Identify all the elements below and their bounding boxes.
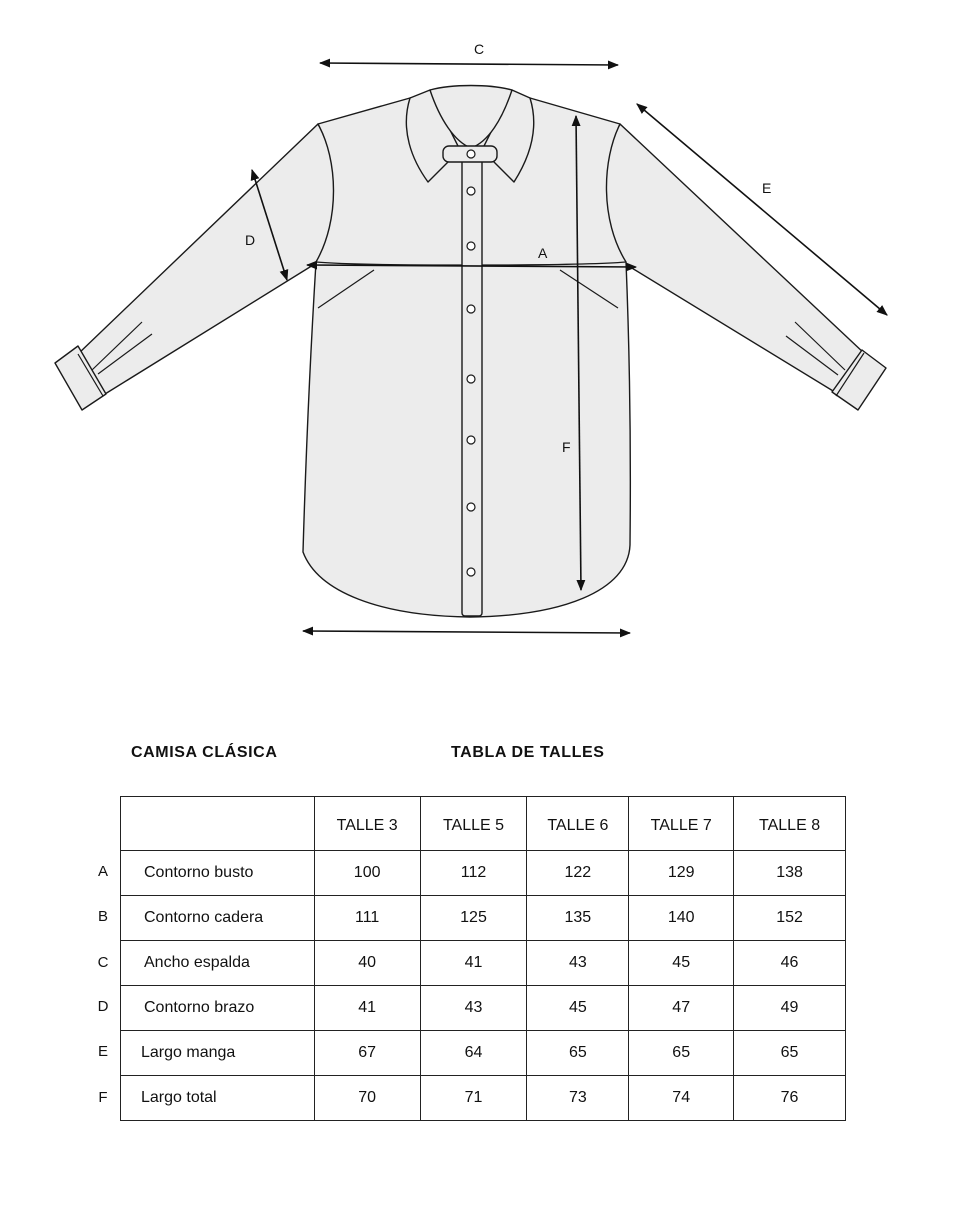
table-cell: 140 — [629, 896, 734, 941]
table-row — [121, 851, 846, 896]
row-code: A — [97, 863, 108, 880]
table-cell: 73 — [527, 1076, 629, 1121]
table-header-size: TALLE 6 — [527, 797, 629, 851]
table-cell: 129 — [629, 851, 734, 896]
table-cell: 65 — [629, 1031, 734, 1076]
measurement-label: Contorno cadera — [121, 896, 315, 941]
measurement-label: Contorno brazo — [121, 986, 315, 1031]
table-cell: 43 — [420, 986, 527, 1031]
table-cell: 135 — [527, 896, 629, 941]
measure-d-label: D — [245, 232, 256, 248]
table-row — [121, 941, 846, 986]
size-table-title: TABLA DE TALLES — [451, 744, 605, 761]
table-cell: 152 — [734, 896, 846, 941]
table-header-size: TALLE 5 — [420, 797, 527, 851]
table-header-row — [121, 797, 846, 851]
table-cell: 125 — [420, 896, 527, 941]
table-cell: 49 — [734, 986, 846, 1031]
table-cell: 100 — [314, 851, 420, 896]
row-code: F — [98, 1089, 108, 1106]
table-header-blank — [121, 797, 315, 851]
table-cell: 65 — [734, 1031, 846, 1076]
table-cell: 74 — [629, 1076, 734, 1121]
measurement-label: Largo manga — [121, 1031, 315, 1076]
table-cell: 40 — [314, 941, 420, 986]
measure-e-label: E — [762, 180, 772, 196]
right-sleeve — [604, 124, 886, 410]
measure-f-label: F — [562, 439, 571, 455]
table-cell: 76 — [734, 1076, 846, 1121]
table-cell: 43 — [527, 941, 629, 986]
table-cell: 64 — [420, 1031, 527, 1076]
row-code: D — [97, 998, 109, 1015]
table-cell: 71 — [420, 1076, 527, 1121]
measurement-label: Largo total — [121, 1076, 315, 1121]
measure-c-label: C — [474, 41, 485, 57]
row-code: E — [97, 1043, 108, 1060]
left-sleeve — [55, 124, 335, 410]
table-row — [121, 986, 846, 1031]
table-cell: 70 — [314, 1076, 420, 1121]
table-cell: 67 — [314, 1031, 420, 1076]
row-code: B — [97, 908, 108, 925]
table-cell: 65 — [527, 1031, 629, 1076]
table-header-size: TALLE 8 — [734, 797, 846, 851]
table-cell: 47 — [629, 986, 734, 1031]
table-cell: 138 — [734, 851, 846, 896]
measurement-label: Contorno busto — [121, 851, 315, 896]
table-row — [121, 1076, 846, 1121]
size-table — [120, 796, 846, 1121]
table-header-size: TALLE 7 — [629, 797, 734, 851]
measurement-label: Ancho espalda — [121, 941, 315, 986]
table-cell: 45 — [527, 986, 629, 1031]
measure-b-arrow — [303, 631, 630, 633]
measure-c-arrow — [320, 63, 618, 65]
table-cell: 41 — [420, 941, 527, 986]
table-row — [121, 1031, 846, 1076]
product-title: CAMISA CLÁSICA — [131, 744, 278, 761]
measure-a-label: A — [538, 245, 548, 261]
table-cell: 41 — [314, 986, 420, 1031]
row-code: C — [97, 954, 109, 971]
table-header-size: TALLE 3 — [314, 797, 420, 851]
table-cell: 112 — [420, 851, 527, 896]
table-row — [121, 896, 846, 941]
table-cell: 45 — [629, 941, 734, 986]
table-cell: 46 — [734, 941, 846, 986]
table-cell: 111 — [314, 896, 420, 941]
table-cell: 122 — [527, 851, 629, 896]
